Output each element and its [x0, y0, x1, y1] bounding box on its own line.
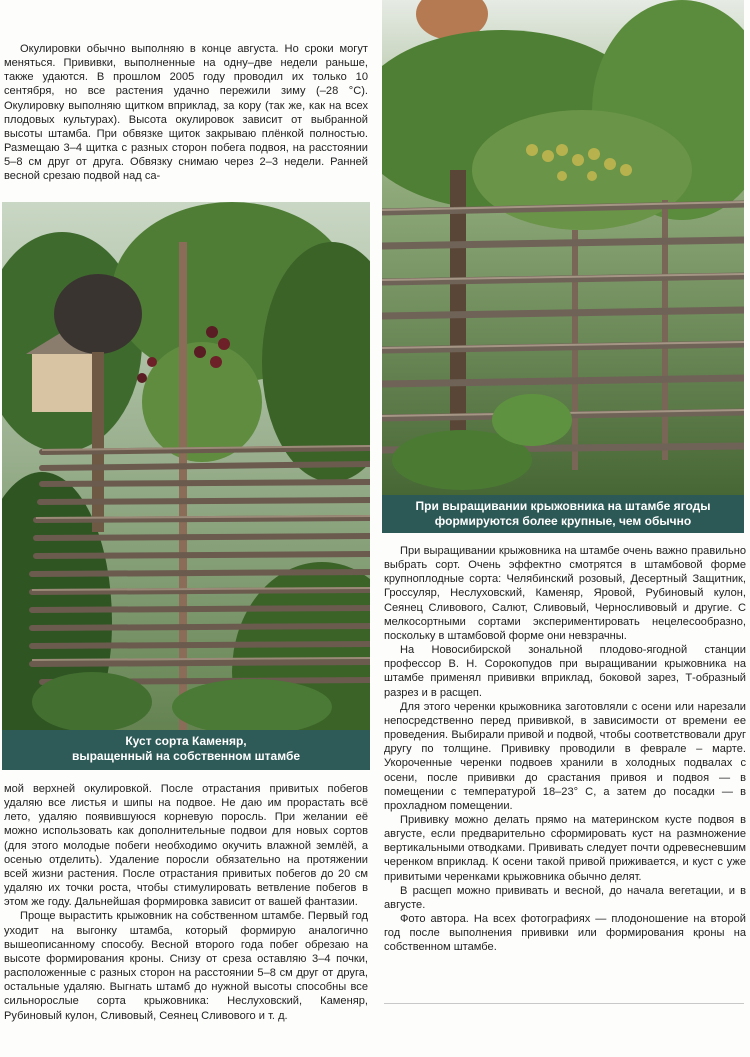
- photo-credit: Фото автора. На всех фотографиях — плодоношение на второй год после выполнения прививки или формирования кроны на собственном штамбе.: [384, 913, 746, 954]
- photo-kamenyar-bush: [2, 202, 370, 770]
- caption-line: При выращивании крыжовника на штамбе ягоды: [415, 499, 711, 513]
- article-paragraph: В расщеп можно прививать и весной, до начала вегетации, и в августе.: [384, 884, 746, 911]
- article-paragraph: Прививку можно делать прямо на материнском кусте подвоя в августе, если предварительно сформировать куст на размножение вертикальными отводками. Прививать следует почти одревесневшим черенком вприклад. К осени такой привой приживается, и куст с уже привитыми черенками крыжовника обычно делят.: [384, 813, 746, 883]
- article-paragraph: мой верхней окулировкой. После отрастания привитых побегов удаляю все листья и шипы на подвое. Не даю им прорастать всё лето, удаляю появившуюся корневую поросль. При желании её можно использовать как дополнительные подвои для новых сортов (для этого молодые побеги необходимо окучить влажной землёй, а осенью отделить). Удаление поросли обязательно на протяжении всей жизни растения. После отрастания привитых побегов до 20 см удаляю их точки роста, чтобы стимулировать ветвление побегов в этом же году. Дальнейшая формировка зависит от вашей фантазии.: [4, 783, 368, 909]
- trellis-gooseberry-illustration: [382, 0, 744, 533]
- caption-line: формируются более крупные, чем обычно: [434, 514, 692, 528]
- right-photo-caption: [382, 495, 744, 533]
- article-paragraph: Проще вырастить крыжовник на собственном штамбе. Первый год уходит на выгонку штамба, который формирую аналогично вышеописанному способу. Весной второго года побег обрезаю на высоте формирования кроны. Снизу от среза оставляю 3–4 почки, расположенные с разных сторон на расстоянии 5–8 см друг от друга, остальные удаляю. Выгнать штамб до нужной высоты способны все сильнорослые сорта крыжовника: Неслуховский, Каменяр, Рубиновый кулон, Сливовый, Сеянец Сливового и т. д.: [4, 910, 368, 1022]
- caption-line: выращенный на собственном штамбе: [71, 749, 301, 763]
- article-paragraph: Для этого черенки крыжовника заготовляли с осени или нарезали непосредственно перед прививкой, в зависимости от времени ее проведения. Выбирали привой и подвой, чтобы соответствовали друг другу по толщине. Прививку проводили в феврале – марте. Укороченные черенки подвоев хранили в холодных подвалах с осени, после прививки до срастания привоя и подвоя — в помещении с температурой 18–23° С, а затем до посадки — в прохладном помещении.: [384, 700, 746, 812]
- left-column-bottom-text: [4, 782, 368, 1023]
- article-paragraph: На Новосибирской зональной плодово-ягодной станции профессор В. Н. Сорокопудов при выращивании крыжовника на штамбе применял прививки вприклад, боковой зарез, Т-образный разрез и в расщеп.: [384, 644, 746, 699]
- left-column-top-text: [4, 42, 368, 184]
- fence-bush-illustration: [2, 202, 370, 770]
- article-paragraph: При выращивании крыжовника на штамбе очень важно правильно выбрать сорт. Очень эффектно смотрятся в штамбовой форме крупноплодные сорта: Челябинский розовый, Десертный Защитник, Гроссуляр, Неслуховский, Каменяр, Яровой, Рубиновый кулон, Сеянец Сливового, Салют, Сливовый, Черносливовый и другие. С мелкосортными сортами экспериментировать нецелесообразно, поскольку в штамбовой форме они невзрачны.: [384, 545, 746, 642]
- divider: [384, 1003, 744, 1004]
- photo-standard-gooseberry: [382, 0, 744, 533]
- right-column-text: [384, 544, 746, 955]
- caption-line: Куст сорта Каменяр,: [125, 734, 247, 748]
- left-photo-caption: [2, 730, 370, 770]
- article-paragraph: Окулировки обычно выполняю в конце августа. Но сроки могут меняться. Прививки, выполненные на одну–две недели раньше, также удаются. В прошлом 2005 году проводил их только 10 сентября, но все растения удачно пережили зиму (–28 °С). Окулировку выполняю щитком вприклад, за кору (так же, как на всех плодовых культурах). Высота окулировок зависит от выбранной высоты штамба. При обвязке щиток закрываю плёнкой полностью. Размещаю 3–4 щитка с разных сторон побега подвоя, на расстоянии 5–8 см друг от друга. Обвязку снимаю через 2–3 недели. Ранней весной срезаю подвой над са-: [4, 43, 368, 183]
